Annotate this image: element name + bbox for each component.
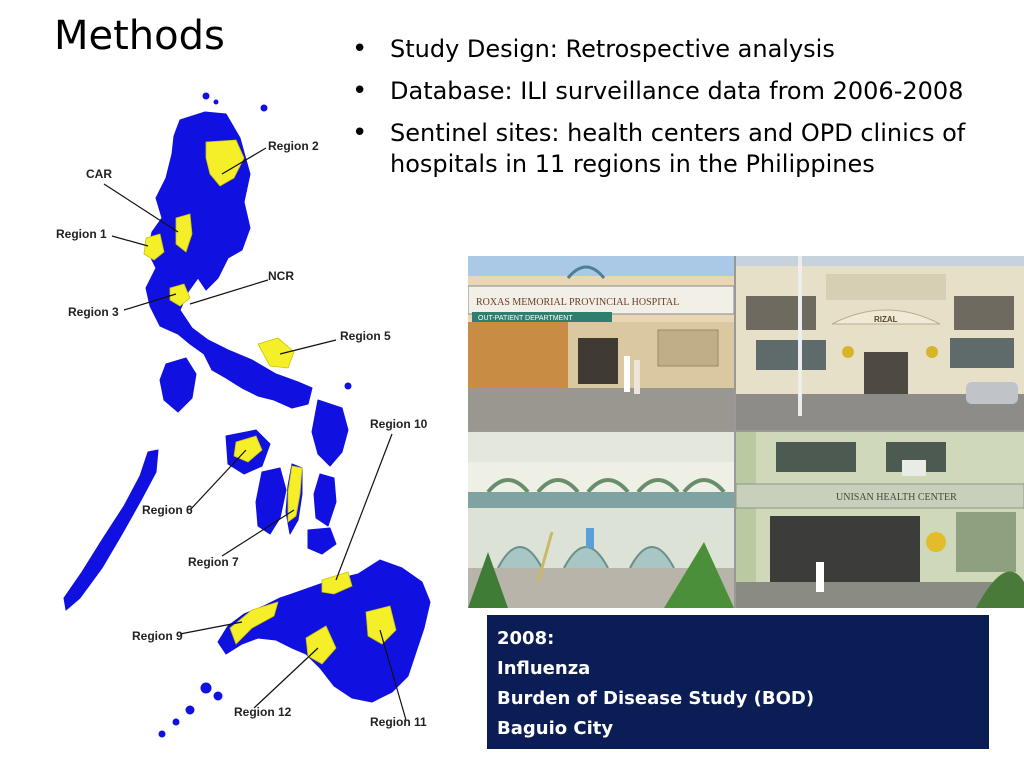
bullet-sentinel-sites: • Sentinel sites: health centers and OPD clinics of hospitals in 11 regions in the Philippines (352, 118, 1016, 180)
slide-title: Methods (54, 13, 225, 59)
opd-sign: OUT-PATIENT DEPARTMENT (478, 315, 573, 322)
islet (345, 383, 351, 389)
bullet-database: • Database: ILI surveillance data from 2006-2008 (352, 76, 1016, 107)
label-region-9: Region 9 (132, 629, 183, 643)
info-study: Burden of Disease Study (BOD) (497, 688, 815, 709)
info-year: 2008: (497, 628, 555, 649)
info-disease: Influenza (497, 658, 591, 679)
unisan-sign: UNISAN HEALTH CENTER (836, 492, 957, 503)
label-region-3: Region 3 (68, 305, 119, 319)
label-region-7: Region 7 (188, 555, 239, 569)
batanes-islet (214, 100, 218, 104)
label-region-2: Region 2 (268, 139, 319, 153)
photo-ornate-health-center (468, 432, 734, 608)
label-region-12: Region 12 (234, 705, 292, 719)
mindoro-island (160, 358, 196, 412)
rizal-sign: RIZAL (874, 315, 898, 324)
bullet-study-design: • Study Design: Retrospective analysis (352, 34, 1016, 65)
photo-unisan-health-center (736, 432, 1024, 608)
hospital-sign: ROXAS MEMORIAL PROVINCIAL HOSPITAL (476, 297, 680, 308)
study-info-box (487, 615, 989, 749)
info-location: Baguio City (497, 718, 614, 739)
label-ncr: NCR (268, 269, 294, 283)
palawan-island (64, 450, 158, 610)
sulu-islet (159, 731, 165, 737)
islet (261, 105, 267, 111)
label-region-10: Region 10 (370, 417, 428, 431)
health-center-photo-collage (468, 256, 1024, 608)
region-12-pointer (254, 648, 318, 708)
photo-rizal-health-center (736, 256, 1024, 430)
label-region-11: Region 11 (370, 715, 427, 729)
sulu-islet (173, 719, 179, 725)
sulu-islet (214, 692, 222, 700)
philippines-map (30, 82, 450, 762)
label-region-6: Region 6 (142, 503, 193, 517)
sulu-islet (186, 706, 194, 714)
batanes-islet (203, 93, 209, 99)
bohol-island (308, 528, 336, 554)
samar-island (312, 400, 348, 466)
region-5-highlight (258, 338, 294, 368)
label-car: CAR (86, 167, 112, 181)
region-1-pointer (112, 236, 148, 246)
label-region-5: Region 5 (340, 329, 391, 343)
label-region-1: Region 1 (56, 227, 107, 241)
photo-roxas-hospital (468, 256, 734, 430)
region-10-pointer (336, 434, 392, 580)
sulu-islet (201, 683, 211, 693)
bullet-list (352, 34, 1016, 191)
region-6-pointer (190, 450, 246, 510)
leyte-island (314, 474, 336, 526)
